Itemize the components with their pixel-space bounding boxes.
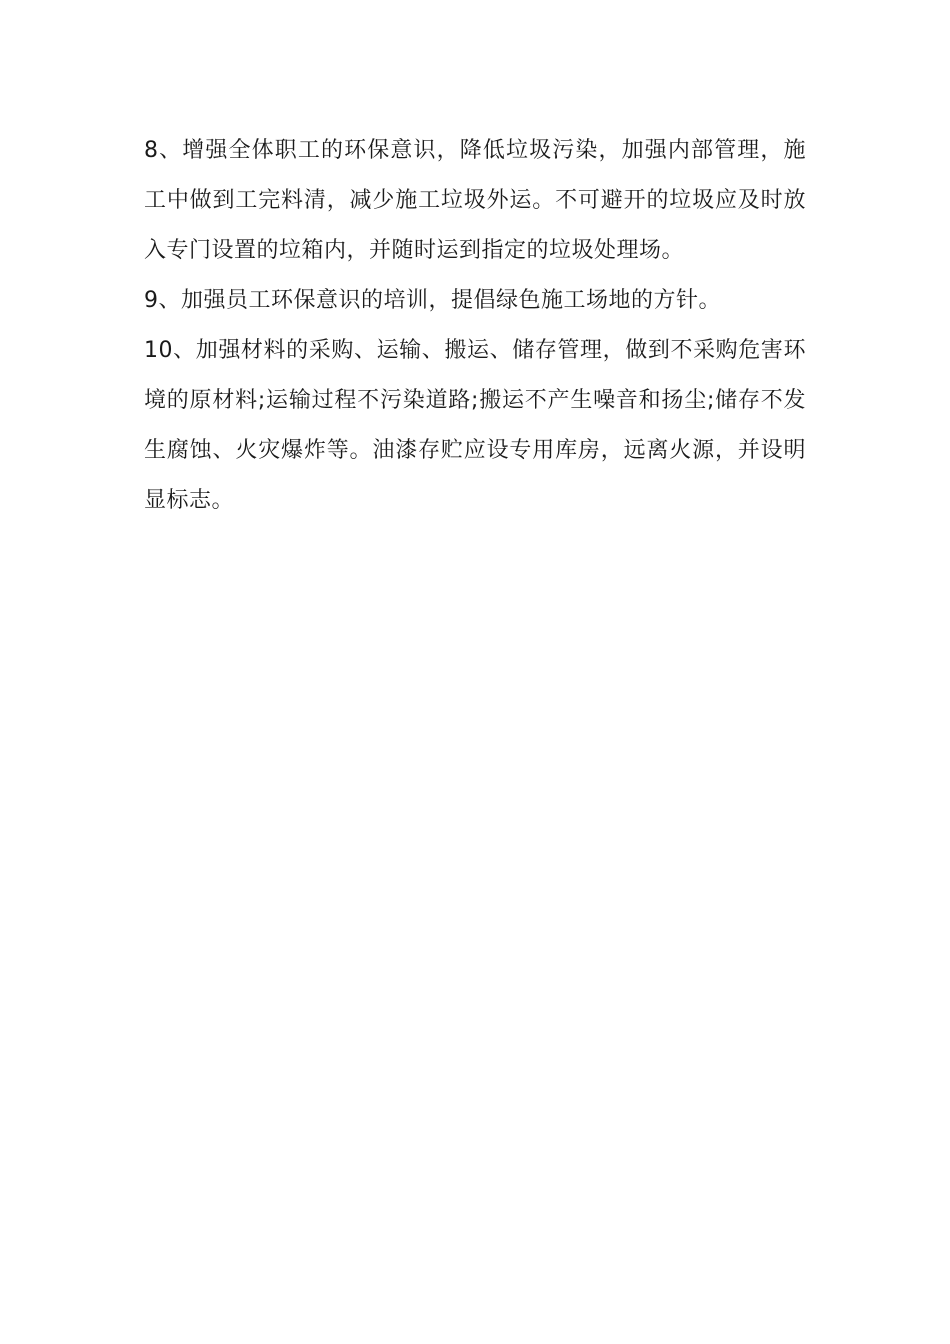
paragraph-item-9: 9、加强员工环保意识的培训，提倡绿色施工场地的方针。 (144, 288, 721, 313)
paragraph-item-8: 8、增强全体职工的环保意识，降低垃圾污染，加强内部管理，施工中做到工完料清，减少施工垃圾外运。不可避开的垃圾应及时放入专门设置的垃箱内，并随时运到指定的垃圾处理场。 (144, 138, 806, 263)
paragraph-item-10: 10、加强材料的采购、运输、搬运、储存管理，做到不采购危害环境的原材料;运输过程不污染道路;搬运不产生噪音和扬尘;储存不发生腐蚀、火灾爆炸等。油漆存贮应设专用库房，远离火源，并设明显标志。 (144, 338, 806, 513)
document-body (144, 126, 806, 526)
